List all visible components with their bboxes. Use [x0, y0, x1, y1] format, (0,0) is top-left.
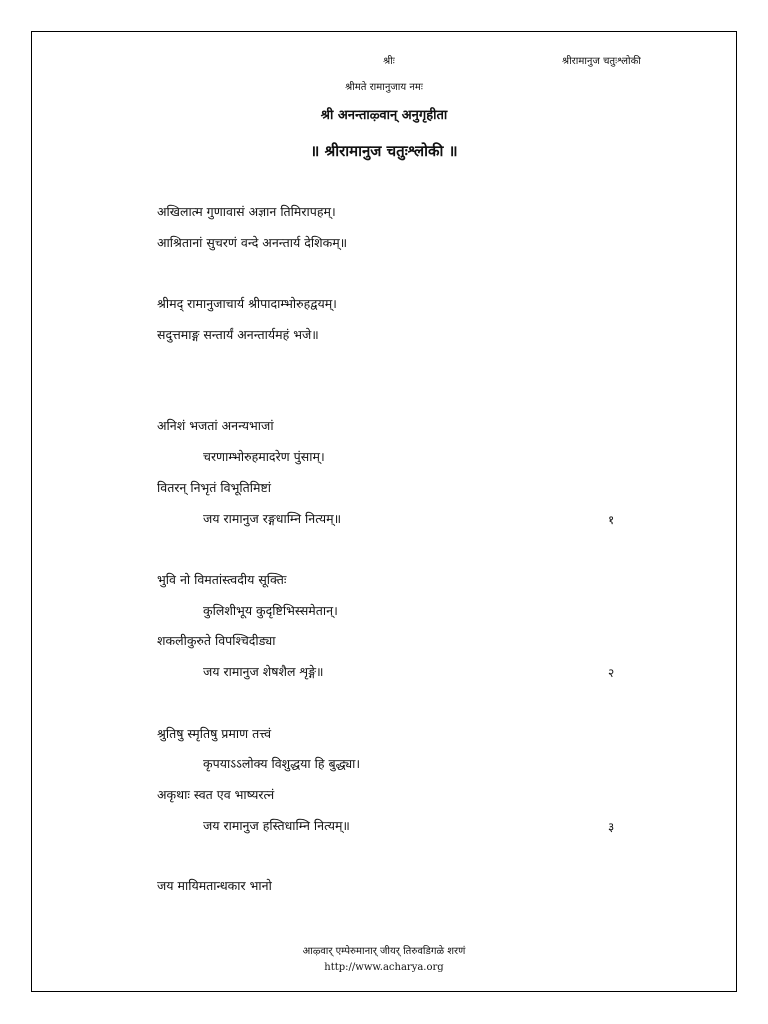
verse-4-line-1: जय मायिमतान्धकार भानो: [157, 878, 272, 893]
invocation-2-line-2: सदुत्तमाङ्ग सन्तार्यं अनन्तार्यमहं भजे॥: [157, 327, 319, 342]
invocation-1-line-2: आश्रितानां सुचरणं वन्दे अनन्तार्य देशिकम्॥: [157, 235, 348, 250]
page-frame: [31, 31, 737, 992]
verse-1-line-4: जय रामानुज रङ्गधाम्नि नित्यम्॥: [203, 511, 342, 526]
verse-1-line-2: चरणाम्भोरुहमादरेण पुंसाम्।: [203, 449, 325, 464]
verse-3-line-4: जय रामानुज हस्तिधाम्नि नित्यम्॥: [203, 818, 350, 833]
verse-1-number: १: [608, 513, 615, 527]
footer-url[interactable]: http://www.acharya.org: [324, 962, 444, 973]
verse-3-line-1: श्रुतिषु स्मृतिषु प्रमाण तत्त्वं: [157, 726, 272, 741]
verse-3-line-3: अकृथाः स्वत एव भाष्यरत्नं: [157, 787, 275, 802]
verse-1-line-1: अनिशं भजतां अनन्यभाजां: [157, 418, 274, 433]
verse-1-line-3: वितरन् निभृतं विभूतिमिष्टां: [157, 480, 271, 495]
invocation-1-line-1: अखिलात्म गुणावासं अज्ञान तिमिरापहम्।: [157, 204, 336, 219]
header-center-mark: श्रीः: [383, 56, 395, 67]
verse-2-line-2: कुलिशीभूय कुदृष्टिभिस्समेतान्।: [203, 603, 338, 618]
verse-3-number: ३: [608, 820, 615, 834]
verse-2-number: २: [608, 666, 615, 680]
salutation: श्रीमते रामानुजाय नमः: [345, 82, 423, 93]
verse-2-line-1: भुवि नो विमतांस्त्वदीय सूक्तिः: [157, 572, 287, 587]
verse-2-line-4: जय रामानुज शेषशैल शृङ्गे॥: [203, 664, 324, 679]
subtitle: श्री अनन्ताऴ्वान् अनुगृहीता: [320, 108, 448, 123]
verse-2-line-3: शकलीकुरुते विपश्चिदीड्या: [157, 633, 276, 648]
page-title: ॥ श्रीरामानुज चतुःश्लोकी ॥: [310, 142, 458, 160]
footer-invocation: आऴ्वार् एम्पेरुमानार् जीयर् तिरुवडिगळे शरणं: [302, 946, 466, 957]
verse-3-line-2: कृपयाऽऽलोक्य विशुद्धया हि बुद्ध्या।: [203, 756, 361, 771]
invocation-2-line-1: श्रीमद् रामानुजाचार्य श्रीपादाम्भोरुहद्वयम्।: [157, 296, 337, 311]
header-right-title: श्रीरामानुज चतुःश्लोकी: [562, 56, 641, 67]
